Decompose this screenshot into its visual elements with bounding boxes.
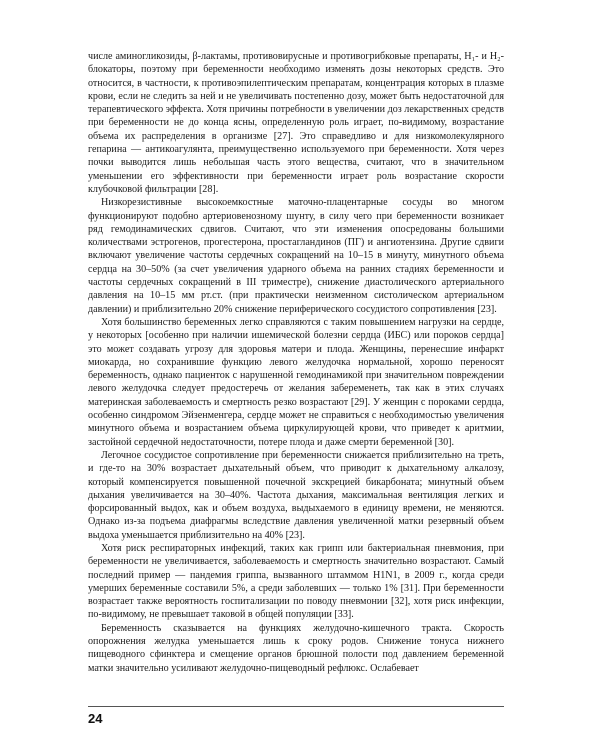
paragraph-2: Низкорезистивные высокоемкостные маточно-плацентарные сосуды во многом функционируют подобно артериовенозному шунту, в силу чего при беременности возникает ряд гемодинамических сдвигов. Считают, что эти изменения опосредованы большими количествами эстрогенов, прогестерона, простагландинов (ПГ) и ангиотензина. Другие сдвиги включают увеличение частоты сердечных сокращений на 10–15 в минуту, минутного объема сердца на 30–50% (за счет увеличения ударного объема на ранних стадиях беременности и частоты сердечных сокращений в III триместре), снижение диастолического артериального давления на 10–15 мм рт.ст. (при практически неизменном систолическом артериальном давлении) и приблизительно 20% снижение периферического сосудистого сопротивления [23]. — [88, 197, 504, 315]
paragraph-3: Хотя большинство беременных легко справляются с таким повышением нагрузки на сердце, у некоторых [особенно при наличии ишемической болезни сердца (ИБС) или пороков сердца] это может создавать угрозу для здоровья матери и плода. Женщины, перенесшие инфаркт миокарда, но сохранившие функцию левого желудочка нормальной, хорошо переносят беременность, однако пациенток с нарушенной гемодинамикой при значительном повреждении левого желудочка следует предостеречь от желания забеременеть, так как в этих случаях материнская заболеваемость и смертность резко возрастают [29]. У женщин с пороками сердца, особенно синдромом Эйзенменгера, сердце может не справиться с необходимостью увеличения минутного объема и возрастанием объема циркулирующей крови, что приведет к аритмии, застойной сердечной недостаточности, потере плода и даже смерти беременной [30]. — [88, 316, 504, 448]
paragraph-5: Хотя риск респираторных инфекций, таких как грипп или бактериальная пневмония, при беременности не увеличивается, заболеваемость и смертность значительно возрастают. Самый последний пример — пандемия гриппа, вызванного штаммом H1N1, в 2009 г., когда среди умерших беременные составили 5%, а среди заболевших — только 1% [31]. При беременности возрастает также вероятность госпитализации по поводу пневмонии [32], хотя риск инфекции, по-видимому, не превышает таковой в общей популяции [33]. — [88, 542, 504, 621]
paragraph-1: числе аминогликозиды, β-лактамы, противовирусные и противогрибковые препараты, H₁- и H₂-блокаторы, поэтому при беременности необходимо изменять дозы некоторых средств. Это относится, в частности, к противоэпилептическим препаратам, концентрация которых в плазме крови, если не следить за ней и не увеличивать постепенно дозу, может быть недостаточной для терапевтического эффекта. Хотя причины потребности в увеличении доз лекарственных средств при беременности не до конца ясны, определенную роль играет, по-видимому, возрастание объема их распределения в организме [27]. Это справедливо и для низкомолекулярного гепарина — антикоагулянта, преимущественно используемого при беременности. Хотя через почки выводится лишь небольшая часть этого вещества, считают, что в значительном уменьшении его эффективности при беременности играет роль возрастание скорости клубочковой фильтрации [28]. — [88, 51, 504, 195]
page-number: 24 — [88, 711, 103, 726]
paragraph-6: Беременность сказывается на функциях желудочно-кишечного тракта. Скорость опорожнения желудка уменьшается лишь к сроку родов. Снижение тонуса нижнего пищеводного сфинктера и смещение органов брюшной полости под давлением беременной матки значительно усиливают желудочно-пищеводный рефлюкс. Ослабевает — [88, 622, 504, 674]
page-body — [88, 50, 504, 675]
footer-rule — [88, 706, 504, 707]
paragraph-4: Легочное сосудистое сопротивление при беременности снижается приблизительно на треть, и где-то на 30% возрастает дыхательный объем, что приводит к дыхательному алкалозу, который компенсируется повышенной почечной экскрецией бикарбоната; минутный объем дыхания увеличивается на 30–40%. Частота дыхания, максимальная вентиляция легких и форсированный выдох, как и объем воздуха, выдыхаемого в единицу времени, не меняются. Однако из-за подъема диафрагмы вследствие давления увеличенной матки резервный объем выдоха уменьшается приблизительно на 40% [23]. — [88, 449, 504, 541]
body-text — [88, 50, 504, 675]
